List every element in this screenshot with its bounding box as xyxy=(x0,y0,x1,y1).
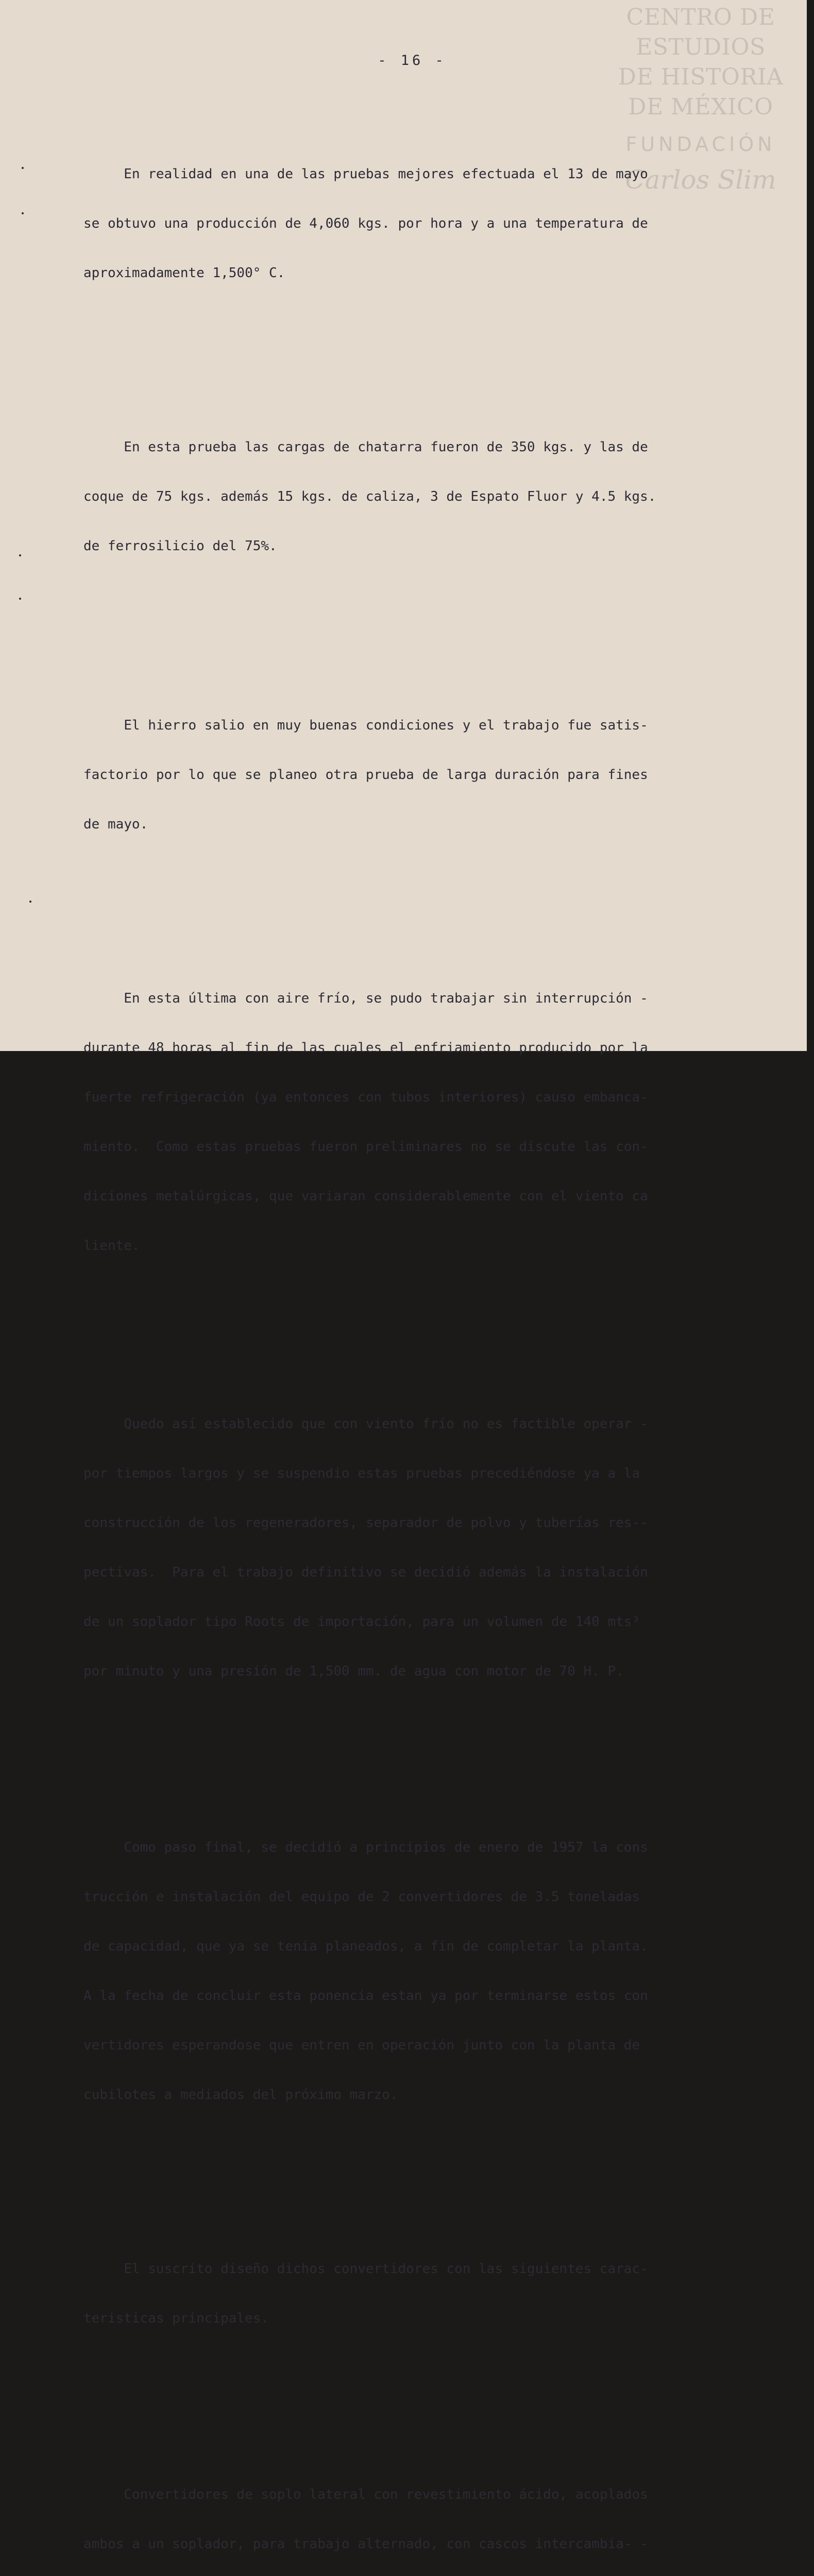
margin-dot xyxy=(19,598,21,600)
paragraph xyxy=(83,1806,758,2136)
paragraph xyxy=(83,684,758,866)
text-line: Como paso final, se decidió a principios de enero de 1957 la cons xyxy=(83,1840,648,1855)
text-line: de mayo. xyxy=(83,817,148,832)
text-line: A la fecha de concluir esta ponencia estan ya por terminarse estos con xyxy=(83,1988,648,2004)
text-line: de ferrosilicio del 75%. xyxy=(83,538,277,554)
text-line: factorio por lo que se planeo otra prueba de larga duración para fines xyxy=(83,767,648,783)
text-line: Quedo así establecido que con viento frío no es factible operar - xyxy=(83,1416,648,1432)
text-line: cubilotes a mediados del próximo marzo. xyxy=(83,2087,398,2103)
text-line: durante 48 horas al fin de las cuales el enfriamiento producido por la xyxy=(83,1040,648,1056)
watermark-foundation: FUNDACIÓN xyxy=(625,133,776,156)
paragraph xyxy=(83,406,758,587)
text-line: En esta última con aire frío, se pudo trabajar sin interrupción - xyxy=(83,991,648,1006)
paragraph xyxy=(83,2228,758,2360)
watermark-line: DE MÉXICO xyxy=(628,94,773,120)
paragraph xyxy=(83,1383,758,1713)
text-line: de un soplador tipo Roots de importación, para un volumen de 140 mts³ xyxy=(83,1614,640,1630)
text-line: El suscrito diseño dichos convertidores con las siguientes carac- xyxy=(83,2261,648,2277)
text-line: pectivas. Para el trabajo definitivo se decidió además la instalación xyxy=(83,1565,648,1580)
margin-dot xyxy=(29,901,31,903)
text-line: coque de 75 kgs. además 15 kgs. de caliza, 3 de Espato Fluor y 4.5 kgs. xyxy=(83,489,656,504)
text-line: El hierro salio en muy buenas condiciones y el trabajo fue satis- xyxy=(83,718,648,733)
margin-dot xyxy=(19,554,21,556)
text-line: por minuto y una presión de 1,500 mm. de agua con motor de 70 H. P. xyxy=(83,1664,624,1679)
text-line: trucción e instalación del equipo de 2 convertidores de 3.5 toneladas xyxy=(83,1889,640,1905)
watermark-line: DE HISTORIA xyxy=(618,64,784,90)
text-line: aproximadamente 1,500° C. xyxy=(83,265,285,281)
paragraph xyxy=(83,133,758,314)
paragraph xyxy=(83,2453,758,2576)
text-line: En realidad en una de las pruebas mejores efectuada el 13 de mayo xyxy=(83,166,648,182)
text-line: liente. xyxy=(83,1238,140,1253)
text-line: diciones metalúrgicas, que variaran considerablemente con el viento ca xyxy=(83,1189,648,1204)
text-line: por tiempos largos y se suspendio estas pruebas precediéndose ya a la xyxy=(83,1466,640,1481)
page-number: - 16 - xyxy=(378,53,447,69)
text-line: Convertidores de soplo lateral con revestimiento ácido, acoplados xyxy=(83,2487,648,2502)
text-line: En esta prueba las cargas de chatarra fueron de 350 kgs. y las de xyxy=(83,439,648,455)
text-line: vertidores esperandose que entren en operación junto con la planta de xyxy=(83,2038,640,2053)
document-body xyxy=(83,83,758,2576)
watermark-line: ESTUDIOS xyxy=(636,34,766,60)
watermark-signature: Carlos Slim xyxy=(625,165,776,195)
text-line: se obtuvo una producción de 4,060 kgs. por hora y a una temperatura de xyxy=(83,216,648,231)
text-line: de capacidad, que ya se tenia planeados, a fin de completar la planta. xyxy=(83,1939,648,1954)
text-line: construcción de los regeneradores, separador de polvo y tuberías res-- xyxy=(83,1515,648,1531)
text-line: fuerte refrigeración (ya entonces con tubos interiores) causo embanca- xyxy=(83,1090,648,1105)
text-line: teristicas principales. xyxy=(83,2311,269,2326)
margin-dot xyxy=(22,167,24,169)
margin-dot xyxy=(22,212,24,214)
paragraph xyxy=(83,957,758,1287)
text-line: ambos a un soplador, para trabajo alternado, con cascos intercambia- - xyxy=(83,2536,648,2552)
watermark-line: CENTRO DE xyxy=(626,4,775,30)
text-line: miento. Como estas pruebas fueron preliminares no se discute las con- xyxy=(83,1139,648,1155)
